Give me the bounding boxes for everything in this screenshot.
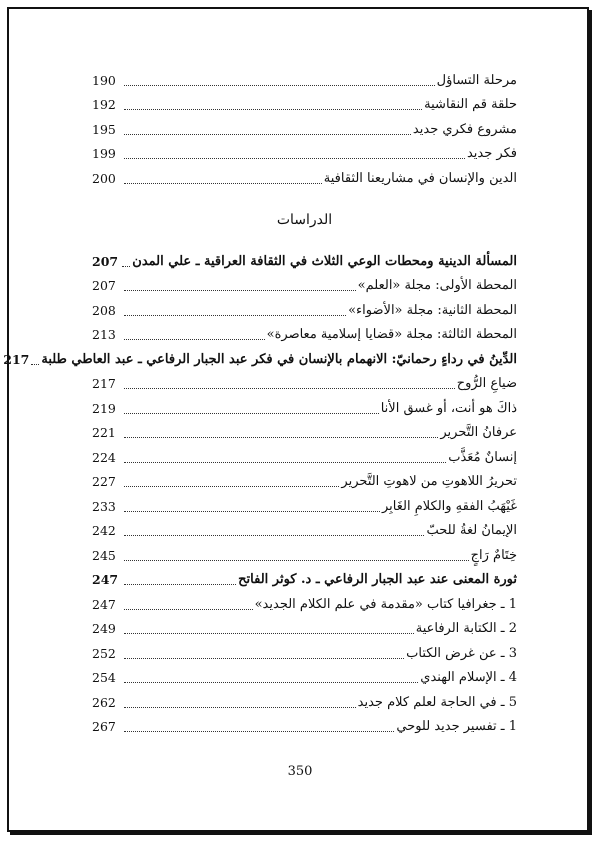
toc-entry-page: 217: [3, 351, 30, 367]
toc-entry: [92, 686, 517, 711]
toc-entry-page: 267: [92, 719, 116, 734]
toc-entry-page: 192: [92, 97, 116, 112]
toc-entry: [92, 490, 517, 515]
toc-entry: [92, 138, 517, 163]
toc-entry: [92, 162, 517, 187]
toc-entry-title: خِتَامٌ رَاجٍ: [470, 547, 517, 563]
toc-entry-page: 262: [92, 694, 116, 710]
toc-entry-page: 247: [92, 572, 119, 587]
toc-entry-title: ذاكَ هو أنت، أو غسق الأنا: [380, 400, 517, 416]
toc-entry: [92, 89, 517, 114]
leader-dots: [124, 609, 253, 610]
toc-entry-title: ضياعِ الرُّوح: [456, 376, 517, 391]
toc-entry: [92, 539, 517, 564]
toc-top-list: [92, 64, 517, 187]
toc-entry-page: 227: [92, 474, 116, 489]
leader-dots: [124, 388, 455, 389]
toc-entry: [92, 245, 517, 270]
toc-entry: [92, 64, 517, 89]
toc-entry-page: 245: [92, 547, 116, 563]
leader-dots: [124, 158, 465, 159]
toc-entry-page: 199: [92, 146, 116, 161]
toc-entry-page: 224: [92, 449, 116, 465]
toc-entry-page: 195: [92, 121, 116, 137]
leader-dots: [124, 183, 322, 184]
leader-dots: [124, 731, 394, 732]
leader-dots: [124, 535, 424, 536]
toc-entry-title: غَيْهَبُ الفقهِ والكلامِ الغَابِر: [381, 498, 517, 514]
toc-entry-title: 5 ـ في الحاجة لعلم كلام جديد: [357, 694, 517, 710]
toc-entry-title: 3 ـ عن غرض الكتاب: [406, 645, 517, 661]
leader-dots: [124, 633, 414, 634]
toc-entry-title: المحطة الأولى: مجلة «العلم»: [357, 278, 517, 293]
toc-entry: [92, 711, 517, 736]
toc-entry-page: 190: [92, 72, 116, 88]
leader-dots: [124, 486, 339, 487]
toc-entry: [92, 113, 517, 138]
toc-entry: [92, 417, 517, 442]
toc-entry: [92, 613, 517, 638]
toc-entry-title: المسألة الدينية ومحطات الوعي الثلاث في الثقافة العراقية ـ علي المدن: [132, 253, 517, 269]
toc-entry: [92, 392, 517, 417]
toc-entry: [92, 319, 517, 344]
leader-dots: [124, 339, 265, 340]
leader-dots: [124, 584, 236, 585]
page-number: 350: [287, 764, 313, 779]
toc-entry-title: حلقة قم النقاشية: [424, 97, 517, 112]
leader-dots: [124, 109, 422, 110]
toc-entry-page: 247: [92, 596, 116, 612]
toc-entry-title: 2 ـ الكتابة الرفاعية: [415, 621, 517, 636]
toc-entry-title: عرفانُ التَّحرير: [440, 425, 517, 440]
toc-entry-title: تحريرُ اللاهوتِ من لاهوتِ التَّحرير: [341, 474, 517, 489]
toc-entry: [92, 662, 517, 687]
toc-entry-page: 208: [92, 302, 116, 318]
toc-entry-title: 1 ـ جغرافيا كتاب «مقدمة في علم الكلام الجديد»: [254, 596, 517, 612]
toc-entry-title: مرحلة التساؤل: [436, 72, 517, 88]
toc-entry-title: المحطة الثالثة: مجلة «قضايا إسلامية معاصرة»: [266, 327, 517, 342]
toc-entry-page: 219: [92, 400, 116, 416]
toc-entry-title: 4 ـ الإسلام الهندي: [420, 670, 517, 685]
toc-entry-page: 242: [92, 523, 116, 538]
toc-entry: [92, 270, 517, 295]
leader-dots: [124, 560, 469, 561]
toc-entry-page: 252: [92, 645, 116, 661]
toc-entry-title: فكر جديد: [466, 146, 517, 161]
leader-dots: [124, 413, 379, 414]
leader-dots: [31, 364, 39, 365]
toc-entry-title: إنسانٌ مُعَذَّب: [448, 449, 517, 465]
leader-dots: [124, 462, 446, 463]
toc-entry: [92, 515, 517, 540]
section-heading: الدراسات: [276, 212, 333, 228]
toc-entry-page: 207: [92, 278, 116, 293]
leader-dots: [124, 682, 418, 683]
toc-entry-page: 254: [92, 670, 116, 685]
toc-entry-title: الدين والإنسان في مشاريعنا الثقافية: [323, 170, 517, 186]
toc-entry-title: مشروع فكري جديد: [412, 121, 517, 137]
leader-dots: [124, 290, 356, 291]
toc-main-list: [3, 245, 517, 735]
toc-entry: [92, 564, 517, 589]
leader-dots: [124, 707, 356, 708]
leader-dots: [124, 315, 346, 316]
toc-entry-page: 221: [92, 425, 116, 440]
toc-entry: [92, 294, 517, 319]
toc-entry-title: 1 ـ تفسير جديد للوحي: [396, 719, 517, 734]
leader-dots: [124, 85, 435, 86]
toc-entry-title: ثورة المعنى عند عبد الجبار الرفاعي ـ د. كوثر الفاتح: [238, 572, 517, 587]
toc-entry-title: الإيمانُ لغةُ للحبّ: [426, 523, 517, 538]
toc-entry-page: 207: [92, 253, 119, 269]
toc-entry-title: المحطة الثانية: مجلة «الأضواء»: [348, 302, 517, 318]
toc-entry-page: 213: [92, 327, 116, 342]
leader-dots: [122, 266, 130, 267]
toc-entry-page: 233: [92, 498, 116, 514]
leader-dots: [124, 511, 380, 512]
toc-entry: [92, 588, 517, 613]
toc-entry: [92, 637, 517, 662]
toc-entry: [92, 441, 517, 466]
leader-dots: [124, 437, 438, 438]
toc-entry-page: 200: [92, 170, 116, 186]
toc-entry-page: 217: [92, 376, 116, 391]
toc-entry-page: 249: [92, 621, 116, 636]
leader-dots: [124, 658, 404, 659]
leader-dots: [124, 134, 411, 135]
toc-entry-title: الدِّينُ في رداءٍ رحمانيّ: الانهمام بالإنسان في فكر عبد الجبار الرفاعي ـ عبد العاطي طلبة: [41, 351, 517, 367]
toc-entry: [92, 368, 517, 393]
toc-entry: [3, 343, 517, 368]
toc-entry: [92, 466, 517, 491]
